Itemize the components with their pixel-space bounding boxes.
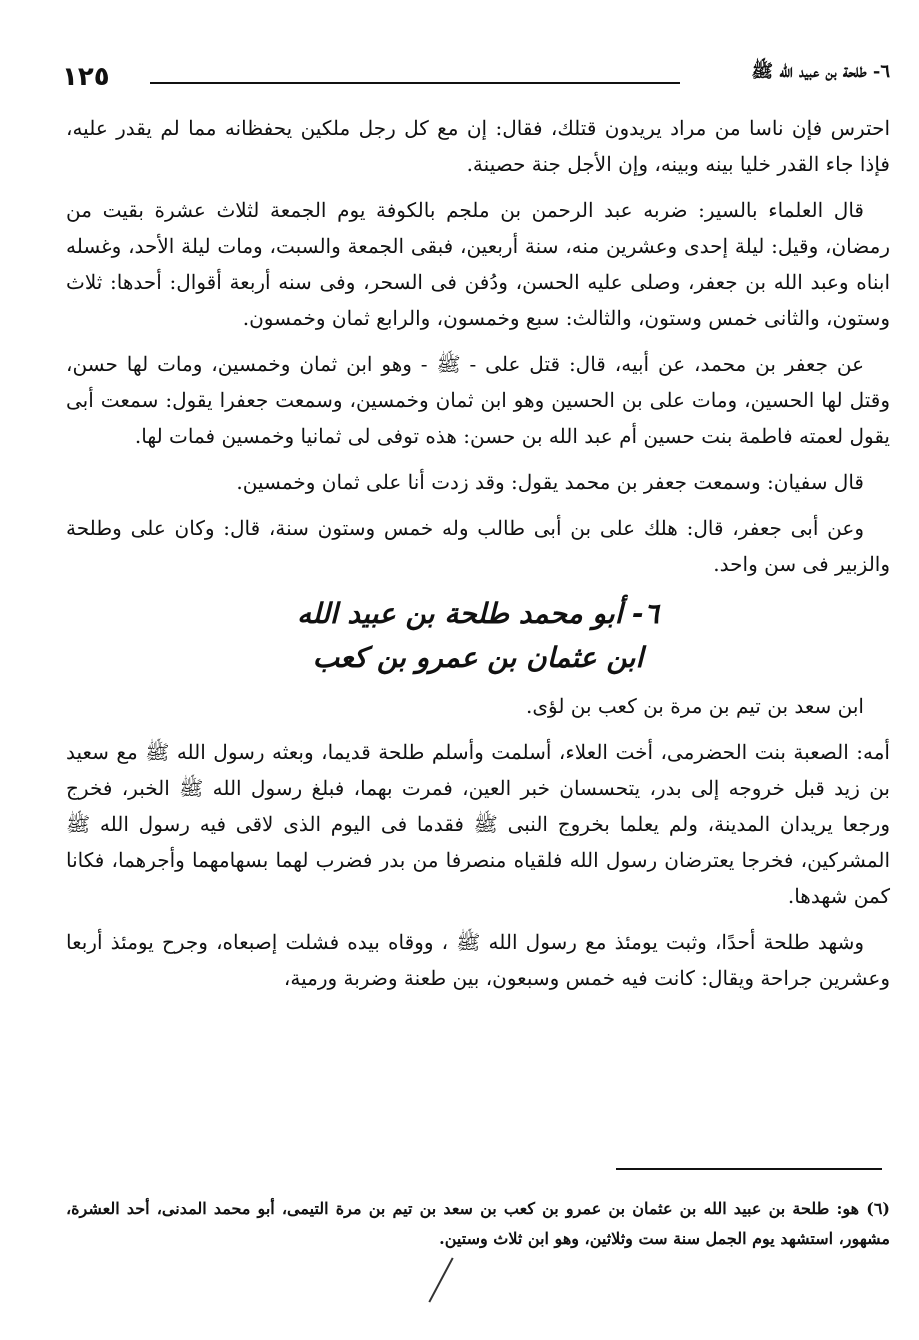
page-header (40, 58, 890, 98)
paragraph: قال سفيان: وسمعت جعفر بن محمد يقول: وقد زدت أنا على ثمان وخمسين. (236, 470, 864, 494)
page-number: ١٢٥ (62, 62, 110, 92)
section-heading (66, 592, 890, 680)
paragraph: قال العلماء بالسير: ضربه عبد الرحمن بن ملجم بالكوفة يوم الجمعة لثلاث عشرة بقيت من رمضان، وقيل: ليلة إحدى وعشرين منه، سنة أربعين، فبقى الجمعة والسبت، ومات ليلة الأحد، وغسله ابناه وعبد الله بن جعفر، وصلى عليه الحسن، ودُفن فى السحر، وفى سنه أربعة أقوال: أحدها: ثلاث وستون، والثانى خمس وستون، والثالث: سبع وخمسون، والرابع ثمان وخمسون. (66, 198, 890, 330)
section-heading-line-1: ٦- أبو محمد طلحة بن عبيد الله (297, 597, 659, 630)
paragraph: ابن سعد بن تيم بن مرة بن كعب بن لؤى. (525, 694, 864, 718)
paragraph: أمه: الصعبة بنت الحضرمى، أخت العلاء، أسلمت وأسلم طلحة قديما، وبعثه رسول الله ﷺ مع سعيد بن زيد قبل خروجه إلى بدر، يتحسسان خبر العين، فمرت بهما، فبلغ رسول الله ﷺ الخبر، فخرج ورجعا يريدان المدينة، ولم يعلما بخروج النبى ﷺ فقدما فى اليوم الذى لاقى فيه رسول الله ﷺ المشركين، فخرجا يعترضان رسول الله فلقياه منصرفا من بدر فضرب لهما بسهامهما وأجرهما، فكانا كمن شهدها. (66, 740, 891, 908)
paragraph: وشهد طلحة أحدًا، وثبت يومئذ مع رسول الله ﷺ ، ووقاه بيده فشلت إصبعاه، وجرح يومئذ أربعا وعشرين جراحة ويقال: كانت فيه خمس وسبعون، بين طعنة وضربة ورمية، (66, 930, 890, 990)
footnote-rule (616, 1168, 882, 1170)
paragraph: وعن أبى جعفر، قال: هلك على بن أبى طالب وله خمس وستون سنة، قال: وكان على وطلحة والزبير فى سن واحد. (66, 516, 890, 576)
page-body (66, 110, 890, 1006)
section-heading-line-2: ابن عثمان بن عمرو بن كعب (312, 641, 644, 674)
paragraph: عن جعفر بن محمد، عن أبيه، قال: قتل على - ﷺ - وهو ابن ثمان وخمسين، ومات لها حسن، وقتل لها الحسين، ومات على بن الحسين وهو ابن ثمان وخمسين، وسمعت جعفرا يقول: سمعت أبى يقول لعمته فاطمة بنت حسين أم عبد الله بن حسن: هذه توفى لى ثمانيا وخمسين فمات لها. (66, 352, 890, 448)
stray-pen-mark (428, 1257, 453, 1302)
running-title: ٦- طلحة بن عبيد الله ﷺ (751, 61, 890, 82)
paragraph: احترس فإن ناسا من مراد يريدون قتلك، فقال: إن مع كل رجل ملكين يحفظانه مما لم يقدر عليه، فإذا جاء القدر خليا بينه وبينه، وإن الأجل جنة حصينة. (66, 116, 890, 176)
header-rule (150, 82, 680, 84)
footnote: (٦) هو: طلحة بن عبيد الله بن عثمان بن عمرو بن كعب بن سعد بن تيم بن مرة التيمى، أبو محمد المدنى، أحد العشرة، مشهور، استشهد يوم الجمل سنة ست وثلاثين، وهو ابن ثلاث وستين. (66, 1199, 890, 1248)
